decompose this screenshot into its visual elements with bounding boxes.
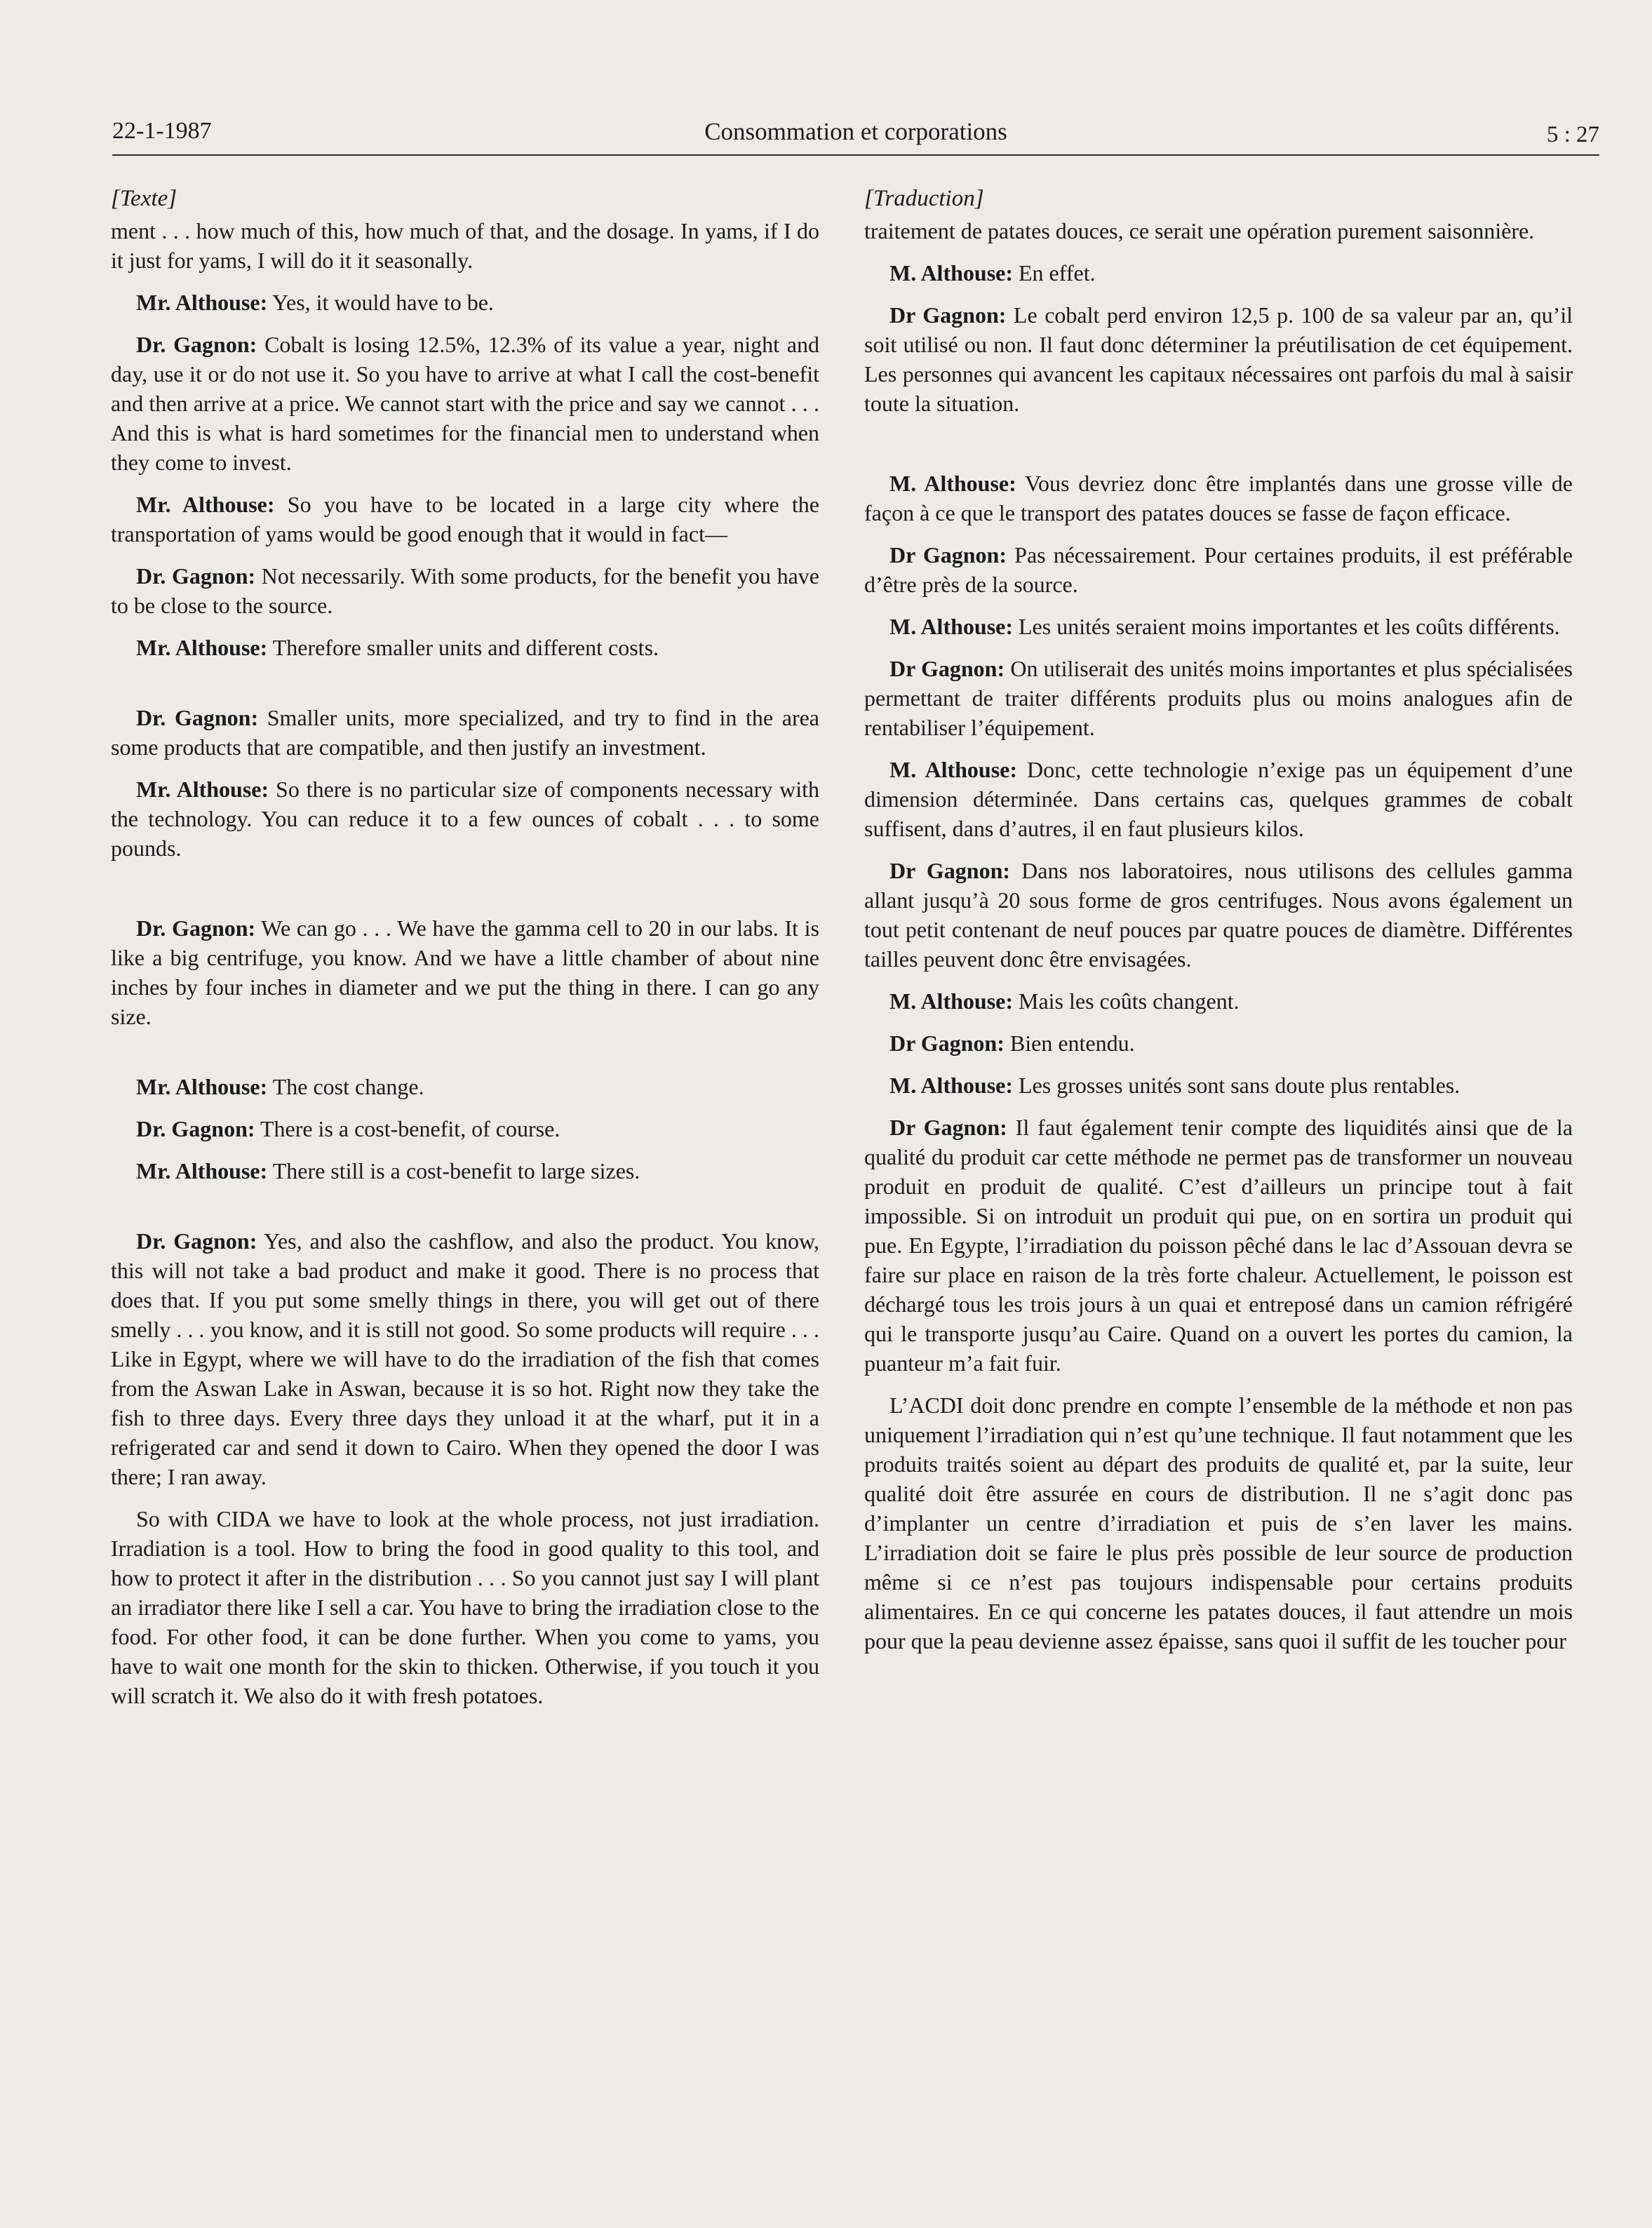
english-column xyxy=(111,184,819,1710)
speaker-name: Dr. Gagnon: xyxy=(136,332,257,357)
speaker-name: Dr Gagnon: xyxy=(889,656,1005,681)
paragraph: Dr. Gagnon: There is a cost-benefit, of course. xyxy=(136,1116,560,1141)
paragraph: M. Althouse: Mais les coûts changent. xyxy=(889,988,1240,1014)
column-label: [Traduction] xyxy=(864,186,984,211)
paragraph: Dr. Gagnon: Smaller units, more specialized, and try to find in the area some products that are compatible, and then justify an investment. xyxy=(111,705,820,760)
paragraph: Dr Gagnon: Il faut également tenir compte des liquidités ainsi que de la qualité du produit car cette méthode ne permet pas de transformer un nouveau produit en produit de qualité. C’est d’ailleurs un principe tout à fait impossible. Si on introduit un produit qui pue, on en sortira un produit qui pue. En Egypte, l’irradiation du poisson pêché dans le lac d’Assouan devra se faire sur place en raison de la très forte chaleur. Actuellement, le poisson est déchargé tous les trois jours à un quai et entreposé dans un camion réfrigéré qui le transporte jusqu’au Caire. Quand on a ouvert les portes du camion, la puanteur m’a fait fuir. xyxy=(864,1115,1573,1376)
paragraph: Mr. Althouse: The cost change. xyxy=(136,1074,424,1099)
speaker-name: Dr. Gagnon: xyxy=(136,705,259,730)
paragraph: Dr Gagnon: Pas nécessairement. Pour certaines produits, il est préférable d’être près de la source. xyxy=(864,542,1573,597)
paragraph: Dr. Gagnon: Yes, and also the cashflow, and also the product. You know, this will not take a bad product and make it good. There is no process that does that. If you put some smelly things in there, you will get out of there smelly . . . you know, and it is still not good. So some products will require . . . Like in Egypt, where we will have to do the irradiation of the fish that comes from the Aswan Lake in Aswan, because it is so hot. Right now they take the fish to three days. Every three days they unload it at the wharf, put it in a refrigerated car and send it down to Cairo. When they opened the door I was there; I ran away. xyxy=(111,1228,820,1489)
speaker-name: Dr Gagnon: xyxy=(889,542,1007,568)
speaker-name: Dr. Gagnon: xyxy=(136,563,256,589)
speaker-name: Mr. Althouse: xyxy=(136,492,275,517)
paragraph: Mr. Althouse: So you have to be located in a large city where the transportation of yams would be good enough that it would in fact— xyxy=(111,492,820,546)
speaker-name: M. Althouse: xyxy=(889,260,1013,286)
paragraph: Mr. Althouse: So there is no particular size of components necessary with the technology. You can reduce it to a few ounces of cobalt . . . to some pounds. xyxy=(111,777,820,861)
speaker-name: M. Althouse: xyxy=(889,757,1018,782)
speaker-name: M. Althouse: xyxy=(889,1073,1013,1098)
french-column xyxy=(864,184,1573,1656)
paragraph: traitement de patates douces, ce serait une opération purement saisonnière. xyxy=(864,218,1535,243)
paragraph: Dr Gagnon: On utiliserait des unités moins importantes et plus spécialisées permettant de traiter différents produits plus ou moins analogues afin de rentabiliser l’équipement. xyxy=(864,656,1573,740)
paragraph: Dr Gagnon: Bien entendu. xyxy=(889,1031,1135,1056)
header-page-number: 5 : 27 xyxy=(1546,122,1599,147)
speaker-name: M. Althouse: xyxy=(889,988,1013,1014)
speaker-name: Mr. Althouse: xyxy=(136,777,269,802)
column-label: [Texte] xyxy=(111,186,177,211)
paragraph: Mr. Althouse: There still is a cost-benefit to large sizes. xyxy=(136,1158,640,1183)
header-title: Consommation et corporations xyxy=(704,118,1007,145)
paragraph: M. Althouse: En effet. xyxy=(889,260,1096,286)
paragraph: M. Althouse: Vous devriez donc être implantés dans une grosse ville de façon à ce que le transport des patates douces se fasse de façon efficace. xyxy=(864,471,1573,525)
running-header xyxy=(112,118,1599,156)
paragraph: So with CIDA we have to look at the whole process, not just irradiation. Irradiation is a tool. How to bring the food in good quality to this tool, and how to protect it after in the distribution . . . So you cannot just say I will plant an irradiator there like I sell a car. You have to bring the irradiation close to the food. For other food, it can be done further. When you come to yams, you have to wait one month for the skin to thicken. Otherwise, if you touch it you will scratch it. We also do it with fresh potatoes. xyxy=(111,1506,819,1708)
speaker-name: Dr Gagnon: xyxy=(889,1115,1007,1140)
paragraph: M. Althouse: Les grosses unités sont sans doute plus rentables. xyxy=(889,1073,1460,1098)
paragraph: Dr. Gagnon: Cobalt is losing 12.5%, 12.3% of its value a year, night and day, use it or do not use it. So you have to arrive at what I call the cost-benefit and then arrive at a price. We cannot start with the price and say we cannot . . . And this is what is hard sometimes for the financial men to understand when they come to invest. xyxy=(111,332,820,475)
speaker-name: Mr. Althouse: xyxy=(136,1158,268,1183)
speaker-name: Dr Gagnon: xyxy=(889,302,1007,328)
header-date: 22-1-1987 xyxy=(112,118,212,144)
speaker-name: Dr Gagnon: xyxy=(889,858,1011,883)
paragraph: M. Althouse: Les unités seraient moins importantes et les coûts différents. xyxy=(889,614,1560,639)
paragraph: M. Althouse: Donc, cette technologie n’exige pas un équipement d’une dimension déterminée. Dans certains cas, quelques grammes de cobalt suffisent, dans d’autres, il en faut plusieurs kilos. xyxy=(864,757,1573,841)
speaker-name: Dr Gagnon: xyxy=(889,1031,1005,1056)
paragraph: Dr Gagnon: Le cobalt perd environ 12,5 p. 100 de sa valeur par an, qu’il soit utilisé ou non. Il faut donc déterminer la préutilisation de cet équipement. Les personnes qui avancent les capitaux nécessaires ont parfois du mal à saisir toute la situation. xyxy=(864,302,1573,416)
speaker-name: Dr. Gagnon: xyxy=(136,1228,257,1254)
speaker-name: Mr. Althouse: xyxy=(136,1074,268,1099)
speaker-name: Mr. Althouse: xyxy=(136,290,268,315)
speaker-name: M. Althouse: xyxy=(889,614,1013,639)
paragraph: Dr Gagnon: Dans nos laboratoires, nous utilisons des cellules gamma allant jusqu’à 20 sous forme de gros centrifuges. Nous avons également un tout petit contenant de neuf pouces par quatre pouces de diamètre. Différentes tailles peuvent donc être envisagées. xyxy=(864,858,1573,972)
paragraph: L’ACDI doit donc prendre en compte l’ensemble de la méthode et non pas uniquement l’irradiation qui n’est qu’une technique. Il faut notamment que les produits traités soient au départ des produits de qualité et, par la suite, leur qualité doit être assurée en cours de distribution. Il ne s’agit donc pas d’implanter un centre d’irradiation et puis de s’en laver les mains. L’irradiation doit se faire le plus près possible de leur source de production même si ce n’est pas toujours indispensable pour certains produits alimentaires. En ce qui concerne les patates douces, il faut attendre un mois pour que la peau devienne assez épaisse, sans quoi il suffit de les toucher pour xyxy=(864,1392,1573,1653)
paragraph: Mr. Althouse: Therefore smaller units and different costs. xyxy=(136,635,659,660)
speaker-name: Dr. Gagnon: xyxy=(136,1116,255,1141)
paragraph: ment . . . how much of this, how much of that, and the dosage. In yams, if I do it just for yams, I will do it it seasonally. xyxy=(111,218,819,273)
speaker-name: Mr. Althouse: xyxy=(136,635,268,660)
paragraph: Dr. Gagnon: We can go . . . We have the gamma cell to 20 in our labs. It is like a big centrifuge, you know. And we have a little chamber of about nine inches by four inches in diameter and we put the thing in there. I can go any size. xyxy=(111,915,820,1029)
speaker-name: Dr. Gagnon: xyxy=(136,915,256,941)
speaker-name: M. Althouse: xyxy=(889,471,1016,496)
paragraph: Dr. Gagnon: Not necessarily. With some products, for the benefit you have to be close to the source. xyxy=(111,563,819,618)
paragraph: Mr. Althouse: Yes, it would have to be. xyxy=(136,290,494,315)
